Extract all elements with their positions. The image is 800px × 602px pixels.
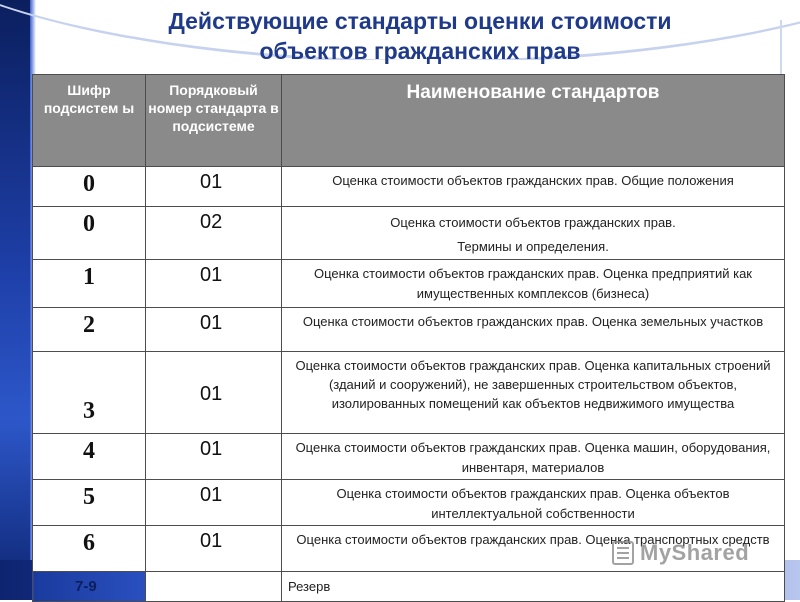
row-code: 5 [33,480,146,526]
header-number: Порядковый номер стандарта в подсистеме [146,75,282,167]
slide-title [40,6,800,66]
row-number: 01 [146,167,282,207]
watermark-text: MyShared [640,540,750,565]
reserve-code: 7-9 [33,572,146,602]
document-icon [612,541,634,565]
table-row-reserve [33,572,785,602]
row-code: 0 [33,207,146,260]
row-number: 01 [146,352,282,434]
header-code: Шифр подсистем ы [33,75,146,167]
reserve-name: Резерв [282,572,785,602]
row-name: Оценка стоимости объектов гражданских прав. Оценка предприятий как имущественных комплексов (бизнеса) [282,260,785,308]
row-name: Оценка стоимости объектов гражданских прав. Оценка объектов интеллектуальной собственности [282,480,785,526]
row-number: 01 [146,308,282,352]
row-number: 01 [146,526,282,572]
row-name: Оценка стоимости объектов гражданских прав. Оценка капитальных строений (зданий и сооружений), не завершенных строительством объектов, изолированных помещений как объектов недвижимого имущества [282,352,785,434]
header-name: Наименование стандартов [282,75,785,167]
row-code: 6 [33,526,146,572]
title-line-1: Действующие стандарты оценки стоимости [168,8,672,34]
left-frame-decoration [0,0,30,600]
table-row [33,167,785,207]
row-name: Оценка стоимости объектов гражданских прав. Оценка транспортных средств [282,526,785,572]
row-number: 01 [146,260,282,308]
table-row [33,352,785,434]
reserve-number-empty [146,572,282,602]
row-name: Оценка стоимости объектов гражданских прав. Оценка земельных участков [282,308,785,352]
standards-table [32,74,785,602]
table-row [33,434,785,480]
row-code: 1 [33,260,146,308]
row-number: 01 [146,434,282,480]
row-name-line-1: Оценка стоимости объектов гражданских прав. [390,215,676,230]
table-header-row [33,75,785,167]
row-code: 2 [33,308,146,352]
table-row [33,260,785,308]
row-name-line-2: Термины и определения. [457,239,609,254]
row-number: 01 [146,480,282,526]
row-code: 3 [33,352,146,434]
table-row [33,207,785,260]
table-row [33,480,785,526]
row-number: 02 [146,207,282,260]
row-name [282,207,785,260]
row-name: Оценка стоимости объектов гражданских прав. Оценка машин, оборудования, инвентаря, материалов [282,434,785,480]
table-row [33,308,785,352]
title-line-2: объектов гражданских прав [259,38,581,64]
row-name: Оценка стоимости объектов гражданских прав. Общие положения [282,167,785,207]
row-code: 4 [33,434,146,480]
watermark [612,538,749,568]
row-code: 0 [33,167,146,207]
